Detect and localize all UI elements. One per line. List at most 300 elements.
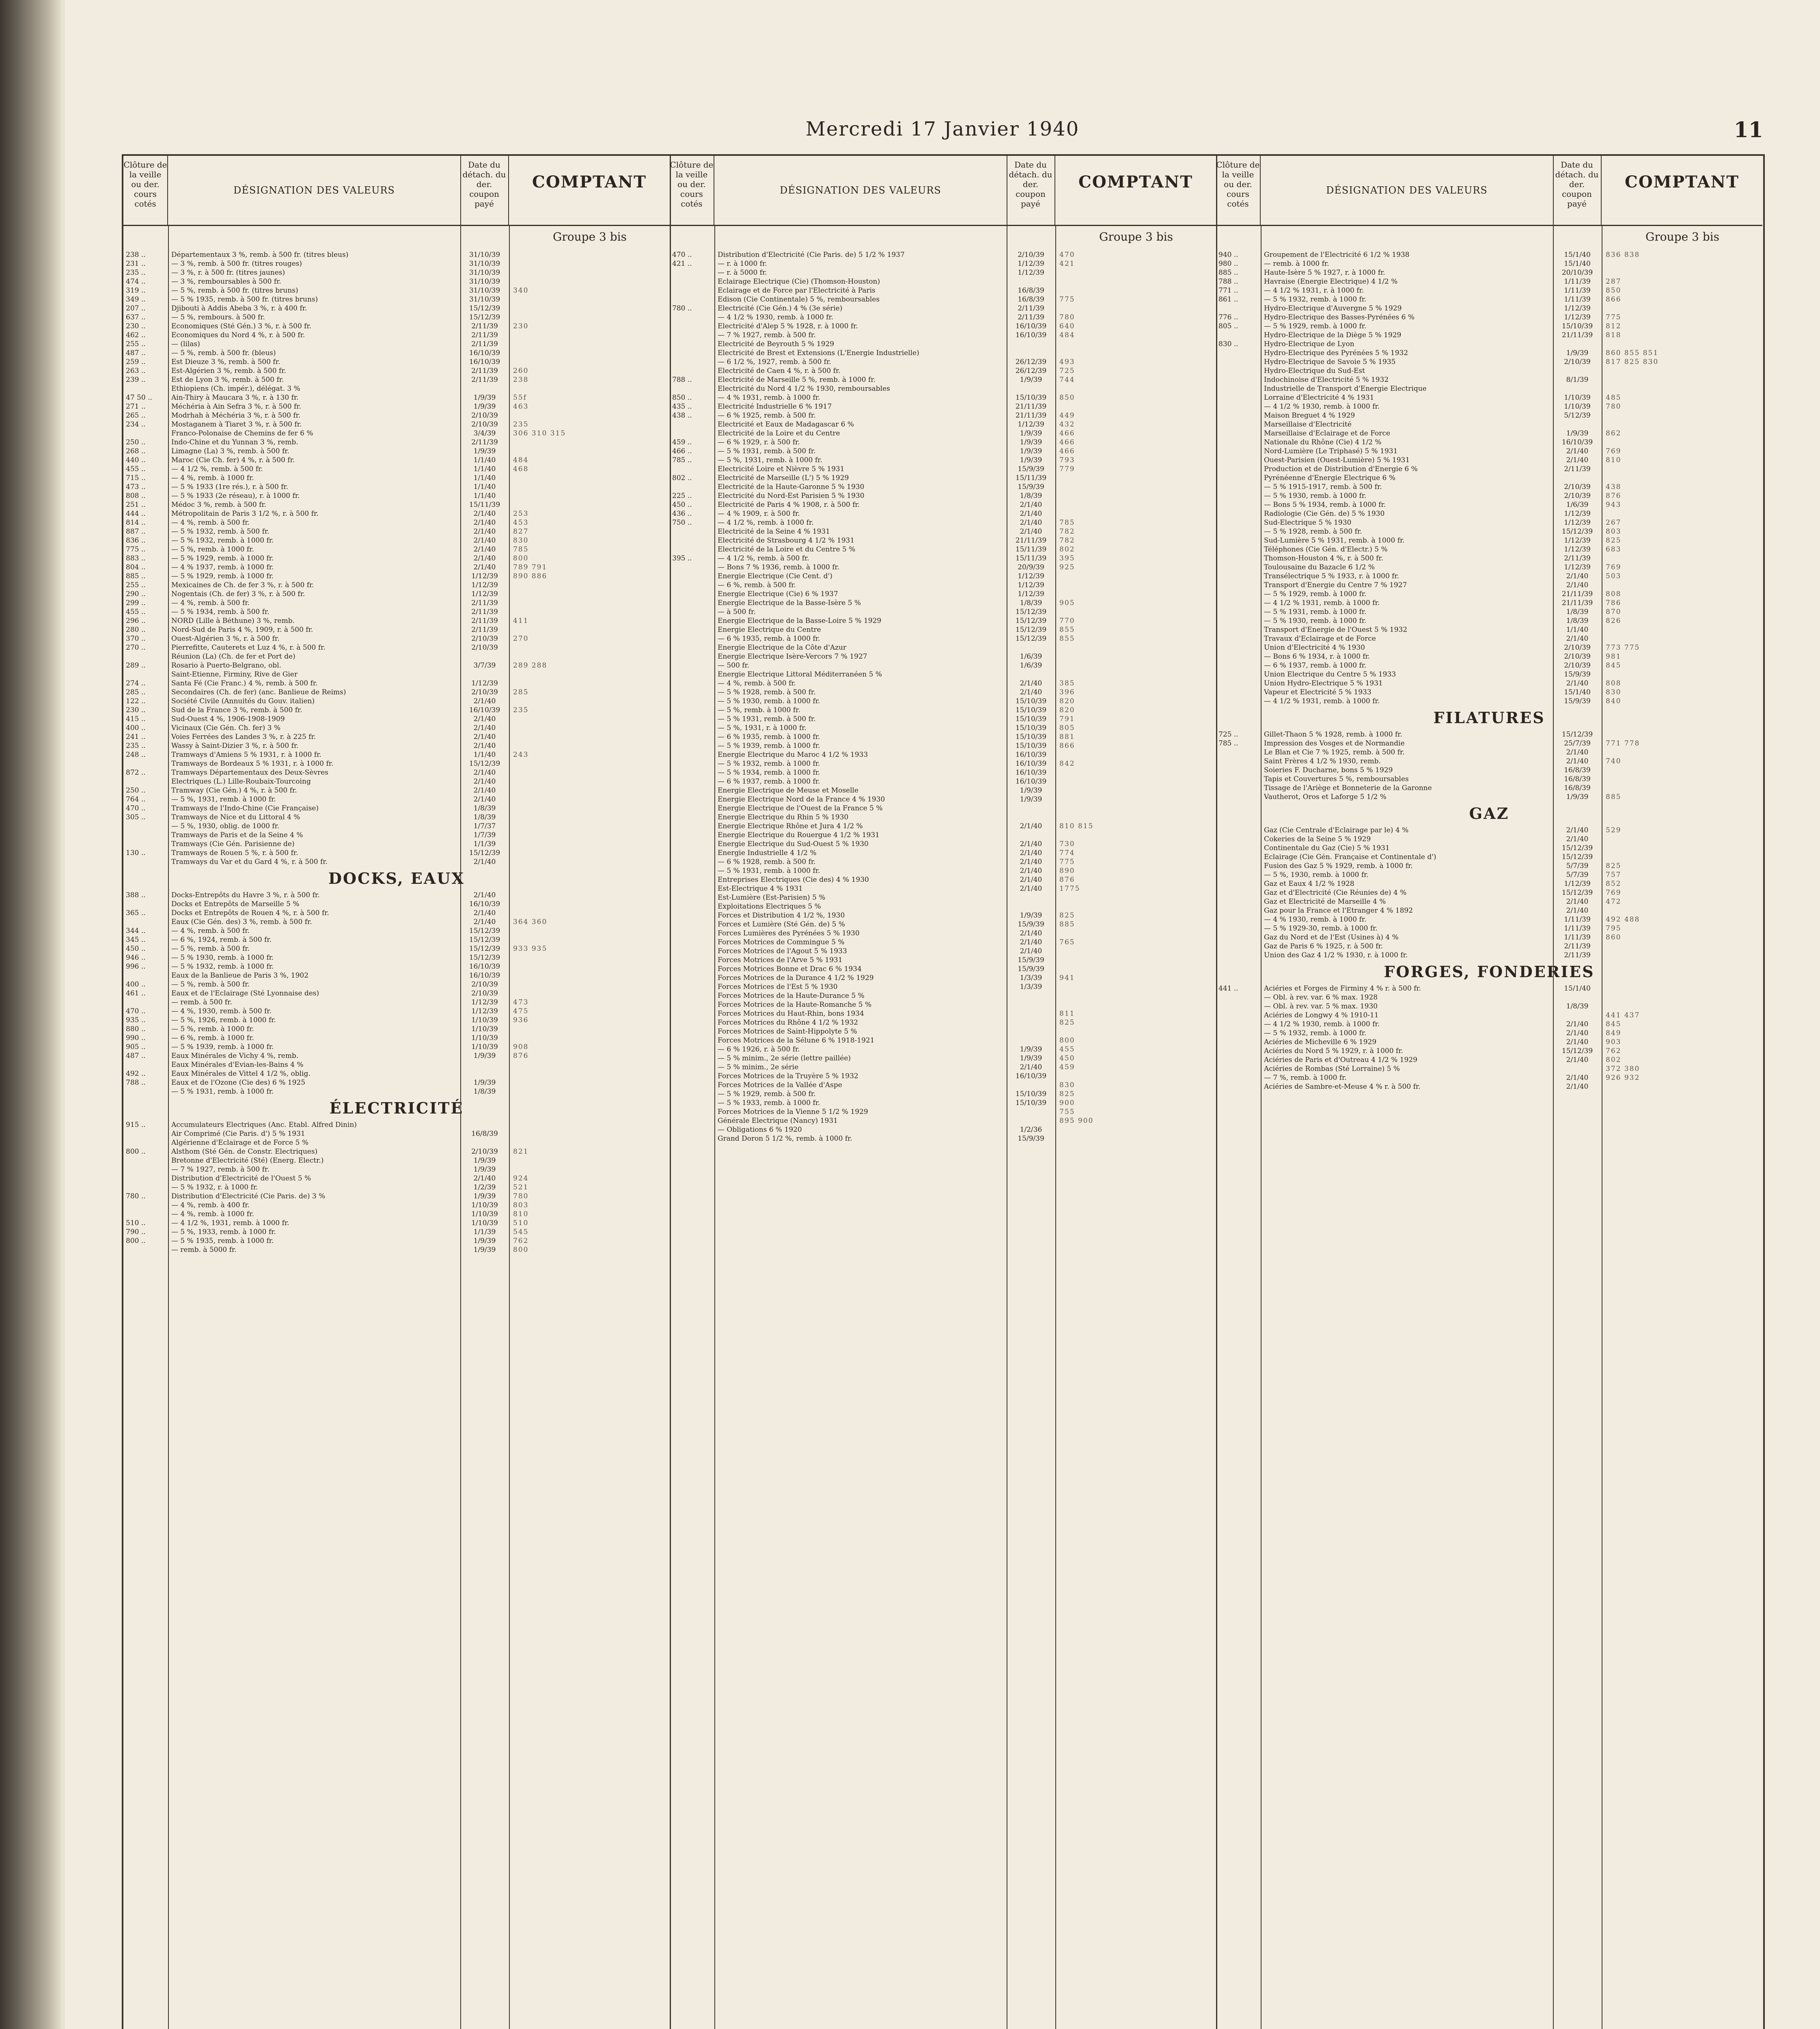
security-name: Eaux et de l'Eclairage (Sté Lyonnaise des) <box>171 989 319 997</box>
security-name: Mexicaines de Ch. de fer 3 %, r. à 500 fr. <box>171 581 314 589</box>
security-name: Modrhah à Méchéria 3 %, r. à 500 fr. <box>171 411 301 420</box>
security-name: Exploitations Electriques 5 % <box>718 902 821 911</box>
table-row <box>670 358 1216 366</box>
comptant-value: 786 <box>1606 599 1622 607</box>
cloture-value: 265 .. <box>126 411 146 420</box>
table-row <box>670 447 1216 456</box>
coupon-date: 1/12/39 <box>471 1007 498 1015</box>
comptant-value: 725 <box>1059 367 1075 375</box>
security-name: — Bons 7 % 1936, remb. à 1000 fr. <box>718 563 840 571</box>
security-name: Energie Electrique de l'Ouest de la France 5 % <box>718 804 883 812</box>
security-name: Sud de la France 3 %, remb. à 500 fr. <box>171 706 302 714</box>
security-name: Electricité de la Haute-Garonne 5 % 1930 <box>718 483 865 491</box>
table-row <box>123 661 670 670</box>
table-row <box>1216 420 1762 429</box>
table-row <box>123 926 670 935</box>
security-name: Electriques (L.) Lille-Roubaix-Tourcoing <box>171 778 311 786</box>
coupon-date: 2/10/39 <box>471 411 498 420</box>
table-row <box>670 1125 1216 1134</box>
security-name: — 4 1/2 %, remb. à 500 fr. <box>171 465 263 473</box>
comptant-value: 825 <box>1606 862 1622 870</box>
security-name: — 6 % 1926, r. à 500 fr. <box>718 1045 800 1053</box>
comptant-value: 900 <box>1059 1099 1075 1107</box>
cloture-value: 459 .. <box>672 438 692 446</box>
page-date: Mercredi 17 Janvier 1940 <box>805 118 1080 140</box>
table-row <box>1216 643 1762 652</box>
table-row <box>123 509 670 518</box>
comptant-value: 372 380 <box>1606 1065 1640 1073</box>
table-row <box>670 438 1216 447</box>
cloture-value: 239 .. <box>126 376 146 384</box>
table-row <box>670 420 1216 429</box>
security-name: — 5 % 1930, remb. à 1000 fr. <box>1264 617 1367 625</box>
coupon-date: 2/1/40 <box>1020 679 1042 687</box>
table-row <box>1216 775 1762 784</box>
table-row <box>1216 625 1762 634</box>
coupon-date: 1/10/39 <box>471 1210 498 1218</box>
comptant-value: 683 <box>1606 545 1622 554</box>
coupon-date: 2/1/40 <box>1020 947 1042 955</box>
section-heading: FILATURES <box>1433 709 1545 727</box>
table-row <box>670 840 1216 849</box>
security-name: Electricité de Marseille (L') 5 % 1929 <box>718 474 849 482</box>
cloture-value: 880 .. <box>126 1025 146 1033</box>
coupon-date: 15/10/39 <box>1015 724 1047 732</box>
comptant-value: 821 <box>513 1148 529 1156</box>
coupon-date: 15/10/39 <box>1015 742 1047 750</box>
coupon-date: 1/2/39 <box>473 1183 496 1191</box>
security-name: Générale Electrique (Nancy) 1931 <box>718 1117 838 1125</box>
table-row <box>123 259 670 268</box>
table-row <box>123 849 670 857</box>
table-row <box>1216 393 1762 402</box>
security-name: Tapis et Couvertures 5 %, remboursables <box>1264 775 1409 783</box>
security-name: — 5 %, 1930, oblig. de 1000 fr. <box>171 822 280 830</box>
table-row <box>1216 545 1762 554</box>
security-name: Radiologie (Cie Gén. de) 5 % 1930 <box>1264 510 1385 518</box>
cloture-value: 271 .. <box>126 403 146 411</box>
comptant-value: 475 <box>513 1007 529 1015</box>
comptant-value: 755 <box>1059 1108 1075 1116</box>
security-name: Thomson-Houston 4 %, r. à 500 fr. <box>1264 554 1384 562</box>
coupon-date: 16/10/39 <box>469 706 500 714</box>
table-row <box>123 679 670 688</box>
cloture-value: 788 .. <box>672 376 692 384</box>
coupon-date: 15/10/39 <box>1561 322 1593 330</box>
coupon-date: 15/10/39 <box>1015 394 1047 402</box>
cloture-value: 492 .. <box>126 1070 146 1078</box>
security-name: Franco-Polonaise de Chemins de fer 6 % <box>171 429 313 437</box>
comptant-value: 860 855 851 <box>1606 349 1659 357</box>
coupon-date: 2/10/39 <box>471 980 498 989</box>
cloture-value: 800 .. <box>126 1237 146 1245</box>
comptant-value: 926 932 <box>1606 1074 1640 1082</box>
security-name: Transport d'Energie de l'Ouest 5 % 1932 <box>1264 626 1408 634</box>
coupon-date: 1/1/40 <box>473 751 496 759</box>
comptant-value: 744 <box>1059 376 1075 384</box>
security-name: Aciéries de Sambre-et-Meuse 4 % r. à 500 fr. <box>1264 1083 1421 1091</box>
table-row <box>670 465 1216 474</box>
table-row <box>670 732 1216 741</box>
coupon-date: 2/1/40 <box>1020 1063 1042 1071</box>
table-row <box>1216 793 1762 801</box>
coupon-date: 2/1/40 <box>1020 519 1042 527</box>
comptant-value: 238 <box>513 376 529 384</box>
cloture-value: 365 .. <box>126 909 146 917</box>
comptant-value: 769 <box>1606 889 1622 897</box>
header-designation: DÉSIGNATION DES VALEURS <box>168 156 461 225</box>
coupon-date: 16/8/39 <box>471 1130 498 1138</box>
comptant-value: 449 <box>1059 411 1075 420</box>
security-name: Est de Lyon 3 %, remb. à 500 fr. <box>171 376 284 384</box>
coupon-date: 2/1/40 <box>473 786 496 795</box>
table-row <box>1216 853 1762 862</box>
table-row <box>123 971 670 980</box>
coupon-date: 16/10/39 <box>469 971 500 980</box>
security-name: Méchéria à Ain Sefra 3 %, r. à 500 fr. <box>171 403 301 411</box>
table-row <box>123 1087 670 1096</box>
table-row <box>1216 411 1762 420</box>
coupon-date: 1/10/39 <box>471 1219 498 1227</box>
security-name: Pyrénéenne d'Energie Electrique 6 % <box>1264 474 1396 482</box>
page-binding-shadow <box>0 0 61 2029</box>
coupon-date: 16/10/39 <box>1015 751 1047 759</box>
security-name: — 7 % 1927, remb. à 500 fr. <box>718 331 816 339</box>
comptant-value: 757 <box>1606 871 1622 879</box>
comptant-value: 805 <box>1059 724 1075 732</box>
cloture-value: 883 .. <box>126 554 146 562</box>
security-name: Marseillaise d'Electricité <box>1264 420 1352 429</box>
table-row <box>123 715 670 724</box>
table-row <box>1216 607 1762 616</box>
table-row <box>123 1069 670 1078</box>
cloture-value: 450 .. <box>126 945 146 953</box>
security-name: — Obligations 6 % 1920 <box>718 1126 802 1134</box>
coupon-date: 16/10/39 <box>469 900 500 908</box>
coupon-date: 16/10/39 <box>1015 760 1047 768</box>
security-name: Tissage de l'Ariège et Bonneterie de la Garonne <box>1264 784 1432 792</box>
cloture-value: 400 .. <box>126 724 146 732</box>
comptant-value: 818 <box>1606 331 1622 339</box>
comptant-value: 459 <box>1059 1063 1075 1071</box>
table-row <box>1216 1073 1762 1082</box>
security-name: — Bons 6 % 1934, r. à 1000 fr. <box>1264 653 1370 661</box>
security-name: Tramways du Var et du Gard 4 %, r. à 500 fr. <box>171 858 328 866</box>
table-row <box>123 295 670 304</box>
cloture-value: 415 .. <box>126 715 146 723</box>
table-row <box>1216 688 1762 697</box>
comptant-value: 860 <box>1606 933 1622 941</box>
table-row <box>123 438 670 447</box>
security-name: Forces et Lumière (Sté Gén. de) 5 % <box>718 920 845 928</box>
security-name: Eaux (Cie Gén. des) 3 %, remb. à 500 fr. <box>171 918 312 926</box>
table-row <box>123 741 670 750</box>
security-name: Forces Motrices de Commingue 5 % <box>718 938 845 946</box>
cloture-value: 980 .. <box>1218 260 1238 268</box>
comptant-value: 441 437 <box>1606 1011 1640 1019</box>
coupon-date: 1/12/39 <box>1018 581 1044 589</box>
comptant-value: 825 <box>1606 536 1622 545</box>
security-name: NORD (Lille à Béthune) 3 %, remb. <box>171 617 295 625</box>
table-row <box>1216 509 1762 518</box>
comptant-value: 55f <box>513 394 527 402</box>
security-name: Aciéries de Rombas (Sté Lorraine) 5 % <box>1264 1065 1400 1073</box>
header-designation: DÉSIGNATION DES VALEURS <box>714 156 1007 225</box>
table-row <box>123 962 670 971</box>
security-name: Distribution d'Electricité de l'Ouest 5 % <box>171 1174 311 1183</box>
security-name: Electricité de Marseille 5 %, remb. à 1000 fr. <box>718 376 875 384</box>
security-name: — 5 % 1929, remb. à 1000 fr. <box>171 554 274 562</box>
security-name: — à 500 fr. <box>718 608 756 616</box>
security-name: Le Blan et Cie 7 % 1925, remb. à 500 fr. <box>1264 748 1405 756</box>
table-row <box>123 411 670 420</box>
security-name: Forces Motrices de la Truyère 5 % 1932 <box>718 1072 858 1080</box>
comptant-value: 455 <box>1059 1045 1075 1053</box>
table-row <box>670 661 1216 670</box>
coupon-date: 1/1/40 <box>1566 626 1589 634</box>
table-row <box>123 953 670 962</box>
cloture-value: 241 .. <box>126 733 146 741</box>
comptant-value: 411 <box>513 617 529 625</box>
cloture-value: 750 .. <box>672 519 692 527</box>
coupon-date: 21/11/39 <box>1561 599 1593 607</box>
coupon-date: 2/10/39 <box>471 688 498 696</box>
table-row <box>123 1025 670 1034</box>
coupon-date: 3/4/39 <box>473 429 496 437</box>
comptant-value: 840 <box>1606 697 1622 705</box>
table-row <box>123 536 670 545</box>
security-name: — 5 % 1932, remb. à 500 fr. <box>171 528 270 536</box>
table-row <box>670 866 1216 875</box>
comptant-value: 852 <box>1606 880 1622 888</box>
comptant-value: 789 791 <box>513 563 548 571</box>
coupon-date: 16/10/39 <box>469 358 500 366</box>
comptant-value: 484 <box>1059 331 1075 339</box>
coupon-date: 2/11/39 <box>471 331 498 339</box>
table-row <box>670 741 1216 750</box>
security-name: — 5 %, remb. à 500 fr. (titres bruns) <box>171 286 298 295</box>
security-name: Téléphones (Cie Gén. d'Electr.) 5 % <box>1264 545 1388 554</box>
comptant-value: 793 <box>1059 456 1075 464</box>
table-row <box>1216 295 1762 304</box>
table-row <box>123 366 670 375</box>
security-name: — Obl. à rev. var. 5 % max. 1930 <box>1264 1002 1378 1010</box>
table-row <box>123 786 670 795</box>
cloture-value: 637 .. <box>126 313 146 321</box>
table-row <box>670 393 1216 402</box>
table-row <box>1216 447 1762 456</box>
security-name: Santa Fé (Cie Franc.) 4 %, remb. à 500 fr. <box>171 679 318 687</box>
coupon-date: 1/12/39 <box>1564 304 1591 312</box>
table-row <box>1216 697 1762 706</box>
comptant-value: 740 <box>1606 757 1622 765</box>
table-row <box>123 563 670 572</box>
coupon-date: 21/11/39 <box>1015 403 1047 411</box>
coupon-date: 1/8/39 <box>1020 492 1042 500</box>
security-name: Electricité de la Loire et du Centre <box>718 429 840 437</box>
coupon-date: 1/8/39 <box>1020 599 1042 607</box>
table-row <box>670 518 1216 527</box>
security-name: Forces Motrices de la Vienne 5 1/2 % 1929 <box>718 1108 868 1116</box>
comptant-value: 470 <box>1059 251 1075 259</box>
cloture-value: 231 .. <box>126 260 146 268</box>
coupon-date: 2/11/39 <box>1564 951 1591 959</box>
coupon-date: 15/9/39 <box>1564 670 1591 678</box>
security-name: Maroc (Cie Ch. fer) 4 %, r. à 500 fr. <box>171 456 295 464</box>
table-row <box>123 1156 670 1165</box>
cloture-value: 780 .. <box>126 1192 146 1200</box>
coupon-date: 2/1/40 <box>1020 858 1042 866</box>
security-name: Union Hydro-Electrique 5 % 1931 <box>1264 679 1383 687</box>
coupon-date: 1/9/39 <box>473 447 496 455</box>
coupon-date: 31/10/39 <box>469 286 500 295</box>
cloture-value: 775 .. <box>126 545 146 554</box>
security-name: Forces Lumières des Pyrénées 5 % 1930 <box>718 929 860 937</box>
coupon-date: 2/1/40 <box>1020 528 1042 536</box>
security-name: — 5 % 1928, remb. à 500 fr. <box>718 688 816 696</box>
coupon-date: 2/10/39 <box>471 635 498 643</box>
coupon-date: 1/9/39 <box>1566 349 1589 357</box>
coupon-date: 2/1/40 <box>1566 835 1589 843</box>
table-row <box>123 1078 670 1087</box>
table-row <box>123 670 670 679</box>
security-name: Gaz (Cie Centrale d'Eclairage par le) 4 % <box>1264 826 1409 834</box>
table-row <box>670 259 1216 268</box>
comptant-value: 870 <box>1606 608 1622 616</box>
comptant-value: 803 <box>513 1201 529 1209</box>
security-name: — remb. à 500 fr. <box>171 998 232 1006</box>
security-name: Tramways (Cie Gén. Parisienne de) <box>171 840 295 848</box>
cloture-value: 235 .. <box>126 269 146 277</box>
coupon-date: 1/1/40 <box>473 474 496 482</box>
coupon-date: 21/11/39 <box>1015 536 1047 545</box>
security-name: Electricité de la Seine 4 % 1931 <box>718 528 830 536</box>
table-row <box>670 1000 1216 1009</box>
cloture-value: 861 .. <box>1218 295 1238 304</box>
coupon-date: 15/9/39 <box>1018 965 1044 973</box>
comptant-value: 492 488 <box>1606 915 1640 924</box>
cloture-value: 836 .. <box>126 536 146 545</box>
security-name: Eclairage Electrique (Cie) (Thomson-Houston) <box>718 278 880 286</box>
cloture-value: 450 .. <box>672 501 692 509</box>
table-row <box>123 724 670 732</box>
table-row <box>123 375 670 384</box>
table-row <box>1216 897 1762 906</box>
table-row <box>1216 322 1762 331</box>
table-row <box>670 697 1216 706</box>
cloture-value: 780 .. <box>672 304 692 312</box>
coupon-date: 1/10/39 <box>471 1016 498 1024</box>
coupon-date: 1/11/39 <box>1564 915 1591 924</box>
comptant-value: 802 <box>1059 545 1075 554</box>
table-row <box>123 331 670 340</box>
table-row <box>670 724 1216 732</box>
table-row <box>670 1018 1216 1027</box>
coupon-date: 15/10/39 <box>1015 715 1047 723</box>
security-name: Soieries F. Ducharne, bons 5 % 1929 <box>1264 766 1393 774</box>
comptant-value: 493 <box>1059 358 1075 366</box>
security-name: Hydro-Electrique de Lyon <box>1264 340 1354 348</box>
table-row <box>670 590 1216 599</box>
coupon-date: 1/8/39 <box>473 804 496 812</box>
table-row <box>670 429 1216 438</box>
security-name: Djibouti à Addis Abeba 3 %, r. à 400 fr. <box>171 304 307 312</box>
coupon-date: 2/1/40 <box>1020 885 1042 893</box>
column-header <box>670 156 1216 226</box>
table-row <box>1216 661 1762 670</box>
security-name: Electricité de Caen 4 %, r. à 500 fr. <box>718 367 841 375</box>
coupon-date: 2/10/39 <box>1018 251 1044 259</box>
coupon-date: 1/12/39 <box>1018 260 1044 268</box>
cloture-value: 250 .. <box>126 438 146 446</box>
cloture-value: 280 .. <box>126 626 146 634</box>
security-name: — 4 %, remb. à 400 fr. <box>171 1201 250 1209</box>
comptant-value: 432 <box>1059 420 1075 429</box>
table-row <box>123 891 670 900</box>
security-name: — 4 1/2 % 1930, remb. à 1000 fr. <box>1264 1020 1380 1028</box>
coupon-date: 1/9/39 <box>1020 911 1042 920</box>
comptant-value: 775 <box>1059 858 1075 866</box>
security-name: Docks-Entrepôts du Havre 3 %, r. à 500 fr. <box>171 891 320 899</box>
security-name: Fusion des Gaz 5 % 1929, remb. à 1000 fr. <box>1264 862 1413 870</box>
security-name: — (lilas) <box>171 340 200 348</box>
security-name: Maison Breguet 4 % 1929 <box>1264 411 1355 420</box>
table-row <box>123 918 670 926</box>
coupon-date: 15/12/39 <box>1561 889 1593 897</box>
groupe-label: Groupe 3 bis <box>1645 230 1719 243</box>
table-row <box>670 849 1216 857</box>
security-name: Secondaires (Ch. de fer) (anc. Banlieue de Reims) <box>171 688 346 696</box>
cloture-value: 388 .. <box>126 891 146 899</box>
security-name: Indo-Chine et du Yunnan 3 %, remb. <box>171 438 298 446</box>
coupon-date: 15/1/40 <box>1564 688 1591 696</box>
cloture-value: 319 .. <box>126 286 146 295</box>
security-name: Nogentais (Ch. de fer) 3 %, r. à 500 fr. <box>171 590 305 598</box>
coupon-date: 2/11/39 <box>1564 554 1591 562</box>
coupon-date: 15/9/39 <box>1018 465 1044 473</box>
comptant-value: 780 <box>1059 313 1075 321</box>
table-row <box>123 1034 670 1043</box>
comptant-value: 936 <box>513 1016 529 1024</box>
coupon-date: 1/12/39 <box>471 679 498 687</box>
table-row <box>1216 491 1762 500</box>
table-row <box>1216 375 1762 384</box>
table-row <box>670 982 1216 991</box>
table-row <box>670 911 1216 920</box>
coupon-date: 16/10/39 <box>469 963 500 971</box>
security-name: Aciéries et Forges de Firminy 4 % r. à 500 fr. <box>1264 984 1421 993</box>
cloture-value: 234 .. <box>126 420 146 429</box>
security-name: — 5 % 1930, remb. à 1000 fr. <box>171 954 274 962</box>
coupon-date: 2/1/40 <box>1020 688 1042 696</box>
cloture-value: 349 .. <box>126 295 146 304</box>
table-row <box>670 1099 1216 1107</box>
table-row <box>123 697 670 706</box>
table-row <box>123 322 670 331</box>
coupon-date: 1/9/39 <box>473 1237 496 1245</box>
comptant-value: 817 825 830 <box>1606 358 1659 366</box>
security-name: Limagne (La) 3 %, remb. à 500 fr. <box>171 447 289 455</box>
security-name: Vapeur et Electricité 5 % 1933 <box>1264 688 1371 696</box>
coupon-date: 2/10/39 <box>1564 661 1591 670</box>
coupon-date: 2/1/40 <box>1566 1074 1589 1082</box>
table-row <box>1216 277 1762 286</box>
security-name: Energie Electrique du Sud-Ouest 5 % 1930 <box>718 840 869 848</box>
cloture-value: 268 .. <box>126 447 146 455</box>
table-row <box>1216 500 1762 509</box>
security-name: — 5 % minim., 2e série (lettre paillée) <box>718 1054 851 1062</box>
security-name: Sud-Lumière 5 % 1931, remb. à 1000 fr. <box>1264 536 1405 545</box>
